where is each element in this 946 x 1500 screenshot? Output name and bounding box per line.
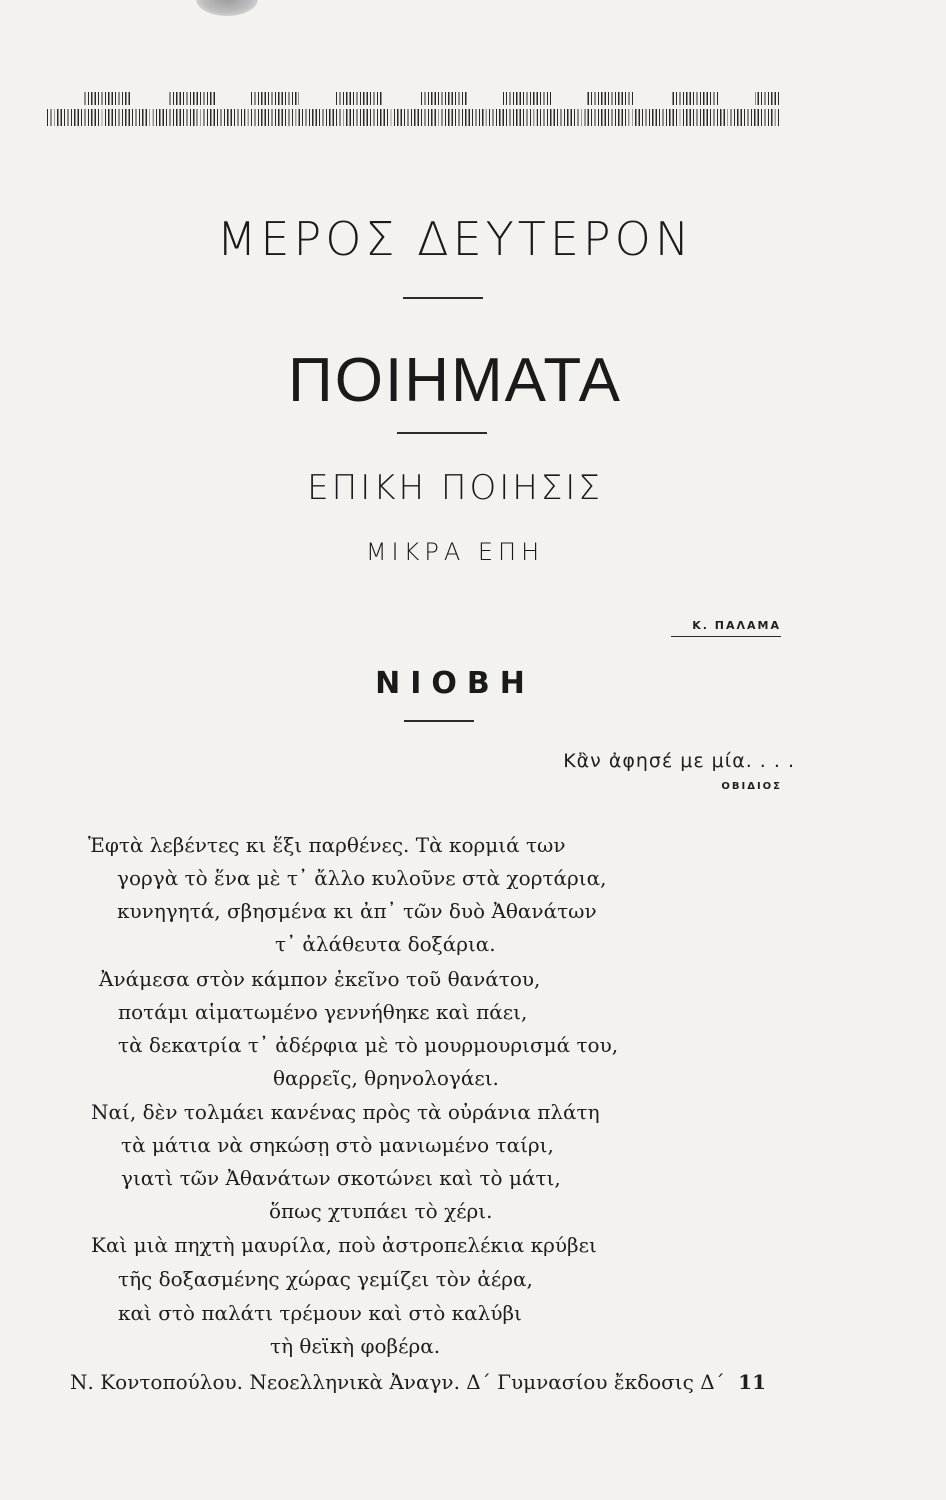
page-number: 11 bbox=[738, 1370, 766, 1394]
poem-line: Ἀνάμεσα στὸν κάμπον ἐκεῖνο τοῦ θανάτου, bbox=[99, 967, 541, 991]
epigraph: Κἂν ἀφησέ με μία. . . . bbox=[563, 750, 795, 772]
poem-title: ΝΙΟΒΗ bbox=[375, 666, 535, 701]
decorative-ornament-band bbox=[47, 92, 781, 126]
poem-line: τὰ μάτια νὰ σηκώσῃ στὸ μανιωμένο ταίρι, bbox=[121, 1133, 554, 1157]
poem-line: τ᾿ ἀλάθευτα δοξάρια. bbox=[275, 932, 496, 956]
poem-line: θαρρεῖς, θρηνολογάει. bbox=[273, 1066, 499, 1090]
poem-line: γιατὶ τῶν Ἀθανάτων σκοτώνει καὶ τὸ μάτι, bbox=[121, 1166, 561, 1190]
poem-line: τὰ δεκατρία τ᾿ ἀδέρφια μὲ τὸ μουρμουρισμά του, bbox=[118, 1033, 619, 1057]
epigraph-source: ΟΒΙΔΙΟΣ bbox=[721, 781, 782, 792]
divider-rule bbox=[403, 297, 483, 299]
page-footer: Ν. Κοντοπούλου. Νεοελληνικὰ Ἀναγν. Δ΄ Γυμνασίου ἔκδοσις Δ΄ bbox=[70, 1370, 725, 1394]
divider-rule bbox=[397, 432, 487, 434]
section-title: ΠΟΙΗΜΑΤΑ bbox=[287, 346, 623, 415]
poem-line: ὅπως χτυπάει τὸ χέρι. bbox=[269, 1199, 493, 1223]
author-underline bbox=[671, 636, 781, 637]
poem-line: Καὶ μιὰ πηχτὴ μαυρίλα, ποὺ ἀστροπελέκια κρύβει bbox=[91, 1233, 597, 1257]
author-name: Κ. ΠΑΛΑΜΑ bbox=[692, 619, 781, 632]
poem-line: γοργὰ τὸ ἕνα μὲ τ᾿ ἄλλο κυλοῦνε στὰ χορτάρια, bbox=[117, 866, 607, 890]
poem-line: Ἑφτὰ λεβέντες κι ἕξι παρθένες. Τὰ κορμιά των bbox=[88, 833, 566, 857]
genre-title: ΕΠΙΚΗ ΠΟΙΗΣΙΣ bbox=[307, 468, 603, 508]
poem-line: ποτάμι αἱματωμένο γεννήθηκε καὶ πάει, bbox=[118, 1000, 528, 1024]
poem-title-underline bbox=[404, 720, 474, 722]
poem-line: καὶ στὸ παλάτι τρέμουν καὶ στὸ καλύβι bbox=[118, 1301, 522, 1325]
subgenre-title: ΜΙΚΡΑ ΕΠΗ bbox=[365, 538, 545, 566]
part-title: ΜΕΡΟΣ ΔΕΥΤΕΡΟΝ bbox=[216, 212, 694, 266]
poem-line: Ναί, δὲν τολμάει κανένας πρὸς τὰ οὐράνια πλάτη bbox=[91, 1100, 600, 1124]
poem-line: κυνηγητά, σβησμένα κι ἀπ᾿ τῶν δυὸ Ἀθανάτων bbox=[117, 899, 597, 923]
poem-line: τὴ θεϊκὴ φοβέρα. bbox=[270, 1334, 441, 1358]
paper-smudge bbox=[196, 0, 258, 16]
poem-line: τῆς δοξασμένης χώρας γεμίζει τὸν ἀέρα, bbox=[118, 1267, 533, 1291]
